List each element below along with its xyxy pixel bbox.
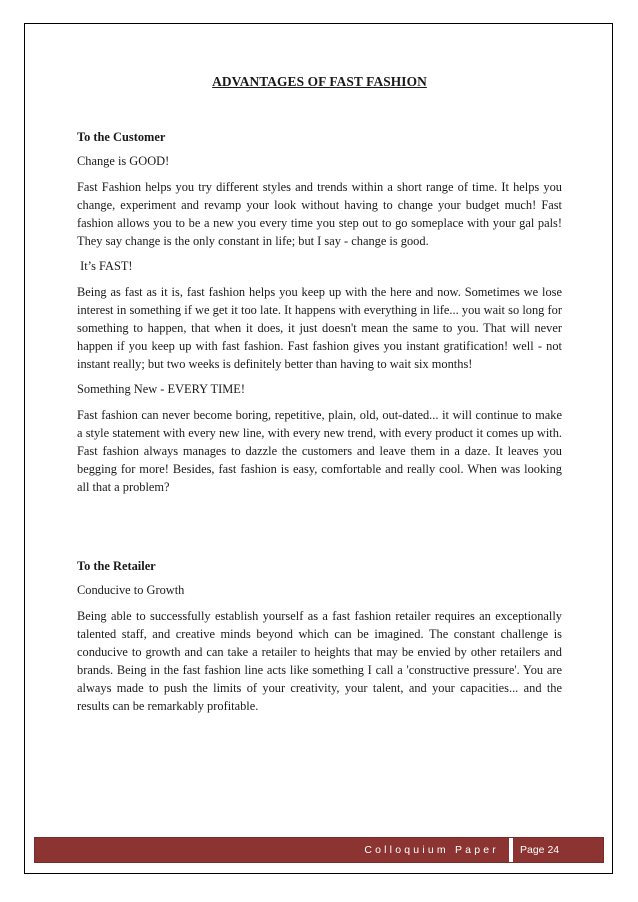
spacer — [77, 505, 562, 559]
paragraph: Fast fashion can never become boring, repetitive, plain, old, out-dated... it will continue to make a style statement with every new line, with every new trend, with every product it comes up with. Fast fashion always manages to dazzle the customers and leave them in a daze. It leaves you begging for more! Besides, fast fashion is easy, comfortable and really cool. When was looking all that a problem? — [77, 408, 562, 494]
document-body — [77, 74, 562, 724]
section-heading-retailer: To the Retailer — [77, 559, 156, 573]
footer-label: Colloquium Paper — [35, 838, 509, 862]
subheading: It’s FAST! — [77, 259, 133, 273]
paragraph: Fast Fashion helps you try different styles and trends within a short range of time. It helps you change, experiment and revamp your look without having to change your budget much! Fast fashion allows you to be a new you every time you step out to go someplace with your gal pals! They say change is the only constant in life; but I say - change is good. — [77, 180, 562, 248]
subheading: Something New - EVERY TIME! — [77, 382, 245, 396]
paragraph: Being as fast as it is, fast fashion helps you keep up with the here and now. Sometimes we lose interest in something if we get it too late. It happens with everything in life... you wait so long for something to happen, that when it does, it just doesn't mean the same to you. That will never happen if you keep up with fast fashion. Fast fashion gives you instant gratification! well - not instant really; but two weeks is definitely better than having to wait six months! — [77, 285, 562, 371]
page-title: ADVANTAGES OF FAST FASHION — [212, 74, 427, 89]
page-number: Page 24 — [513, 838, 603, 862]
footer — [35, 838, 603, 862]
subheading: Conducive to Growth — [77, 583, 185, 597]
section-heading-customer: To the Customer — [77, 130, 166, 144]
subheading: Change is GOOD! — [77, 154, 170, 168]
paragraph: Being able to successfully establish yourself as a fast fashion retailer requires an exceptionally talented staff, and creative minds beyond which can be imagined. The constant challenge is conducive to growth and can take a retailer to heights that may be envied by other retailers and brands. Being in the fast fashion line acts like something I call a 'constructive pressure'. You are always made to push the limits of your creativity, your talent, and your capacities... and the results can be remarkably profitable. — [77, 609, 562, 713]
